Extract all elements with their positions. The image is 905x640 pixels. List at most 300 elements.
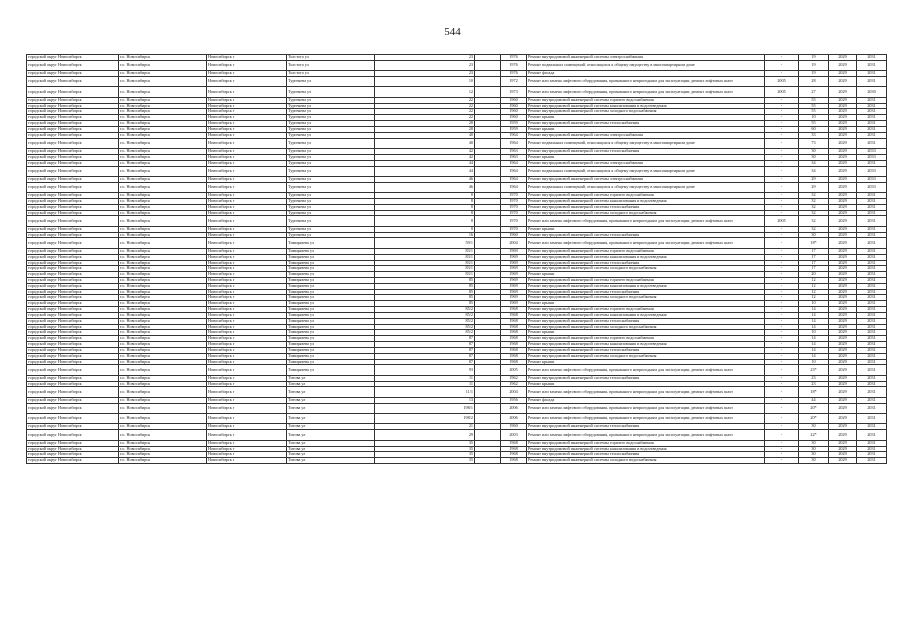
street-cell: Тимирязева ул	[287, 365, 375, 375]
end-year-cell: 2031	[857, 387, 887, 397]
municipality-cell: г.о. Новосибирск	[119, 387, 207, 397]
end-year-cell: 2031	[857, 307, 887, 313]
year-built-cell: 1963	[501, 154, 527, 160]
house-cell: 83/1	[375, 266, 475, 272]
lift-year-cell: -	[765, 403, 799, 413]
house-cell: 87	[375, 359, 475, 365]
street-cell: Тургенева ул	[287, 115, 375, 121]
year-built-cell: 1960	[501, 232, 527, 238]
start-year-cell: 2029	[829, 324, 857, 330]
okrug-cell: городской округ Новосибирск	[27, 342, 119, 348]
end-year-cell: 2031	[857, 365, 887, 375]
wear-cell: 14	[799, 318, 829, 324]
year-built-cell: 1969	[501, 301, 527, 307]
wear-cell: 28	[799, 77, 829, 87]
wear-cell: 44	[799, 397, 829, 403]
table-row	[27, 414, 887, 424]
okrug-cell: городской округ Новосибирск	[27, 103, 119, 109]
lift-year-cell: -	[765, 347, 799, 353]
city-cell: Новосибирск г	[207, 397, 287, 403]
city-cell: Новосибирск г	[207, 272, 287, 278]
year-built-cell: 1976	[501, 55, 527, 61]
year-built-cell: 1968	[501, 458, 527, 464]
end-year-cell: 2031	[857, 289, 887, 295]
city-cell: Новосибирск г	[207, 103, 287, 109]
lift-year-cell: -	[765, 440, 799, 446]
street-cell: Тимирязева ул	[287, 254, 375, 260]
house-cell: 85	[375, 289, 475, 295]
wear-cell: 17	[799, 266, 829, 272]
start-year-cell: 2029	[829, 283, 857, 289]
house-cell: 85	[375, 278, 475, 284]
municipality-cell: г.о. Новосибирск	[119, 375, 207, 381]
end-year-cell: 2031	[857, 452, 887, 458]
end-year-cell: 2031	[857, 318, 887, 324]
year-built-cell: 1968	[501, 324, 527, 330]
table-row	[27, 182, 887, 192]
city-cell: Новосибирск г	[207, 132, 287, 138]
end-year-cell: 2031	[857, 60, 887, 70]
city-cell: Новосибирск г	[207, 97, 287, 103]
end-year-cell: 2031	[857, 97, 887, 103]
house-cell: 85/2	[375, 312, 475, 318]
okrug-cell: городской округ Новосибирск	[27, 365, 119, 375]
wear-cell: 30	[799, 154, 829, 160]
lift-year-cell: -	[765, 446, 799, 452]
city-cell: Новосибирск г	[207, 330, 287, 336]
start-year-cell: 2029	[829, 160, 857, 166]
city-cell: Новосибирск г	[207, 324, 287, 330]
municipality-cell: г.о. Новосибирск	[119, 71, 207, 77]
city-cell: Новосибирск г	[207, 248, 287, 254]
wear-cell: 30	[799, 440, 829, 446]
end-year-cell: 2031	[857, 430, 887, 440]
okrug-cell: городской округ Новосибирск	[27, 381, 119, 387]
year-built-cell: 1976	[501, 71, 527, 77]
okrug-cell: городской округ Новосибирск	[27, 440, 119, 446]
work-type-cell: Ремонт крыши	[527, 381, 765, 387]
house-cell: 83/1	[375, 254, 475, 260]
wear-cell: 12	[799, 289, 829, 295]
end-year-cell: 2031	[857, 342, 887, 348]
municipality-cell: г.о. Новосибирск	[119, 149, 207, 155]
end-year-cell: 2031	[857, 403, 887, 413]
house-cell: 85	[375, 283, 475, 289]
city-cell: Новосибирск г	[207, 71, 287, 77]
start-year-cell: 2029	[829, 307, 857, 313]
city-cell: Новосибирск г	[207, 424, 287, 430]
street-cell: Титова ул	[287, 414, 375, 424]
start-year-cell: 2029	[829, 375, 857, 381]
work-type-cell: Ремонт внутридомовой инженерной системы электроснабжения	[527, 176, 765, 182]
work-type-cell: Ремонт или замена лифтового оборудования, признанного непригодным для эксплуатации, ремонт лифтовых шахт	[527, 238, 765, 248]
city-cell: Новосибирск г	[207, 365, 287, 375]
street-cell: Тургенева ул	[287, 87, 375, 97]
wear-cell: 33	[799, 132, 829, 138]
municipality-cell: г.о. Новосибирск	[119, 312, 207, 318]
street-cell: Тургенева ул	[287, 126, 375, 132]
lift-year-cell: -	[765, 55, 799, 61]
start-year-cell: 2029	[829, 55, 857, 61]
house-cell: 11/1	[375, 387, 475, 397]
work-type-cell: Ремонт крыши	[527, 115, 765, 121]
end-year-cell: 2031	[857, 278, 887, 284]
street-cell: Тургенева ул	[287, 154, 375, 160]
end-year-cell: 2031	[857, 115, 887, 121]
municipality-cell: г.о. Новосибирск	[119, 193, 207, 199]
end-year-cell: 2031	[857, 210, 887, 216]
okrug-cell: городской округ Новосибирск	[27, 347, 119, 353]
work-type-cell: Ремонт внутридомовой инженерной системы канализования и водоотведения	[527, 254, 765, 260]
wear-cell: 17	[799, 260, 829, 266]
city-cell: Новосибирск г	[207, 254, 287, 260]
wear-cell: 12	[799, 295, 829, 301]
lift-year-cell: -	[765, 198, 799, 204]
house-cell: 83/1	[375, 272, 475, 278]
year-built-cell: 1960	[501, 424, 527, 430]
street-cell: Тургенева ул	[287, 121, 375, 127]
corpus-cell	[475, 216, 501, 226]
city-cell: Новосибирск г	[207, 307, 287, 313]
okrug-cell: городской округ Новосибирск	[27, 87, 119, 97]
street-cell: Тимирязева ул	[287, 283, 375, 289]
house-cell: 23	[375, 71, 475, 77]
end-year-cell: 2030	[857, 87, 887, 97]
work-type-cell: Ремонт внутридомовой инженерной системы канализования и водоотведения	[527, 103, 765, 109]
start-year-cell: 2029	[829, 336, 857, 342]
municipality-cell: г.о. Новосибирск	[119, 440, 207, 446]
work-type-cell: Ремонт или замена лифтового оборудования, признанного непригодным для эксплуатации, ремонт лифтовых шахт	[527, 365, 765, 375]
city-cell: Новосибирск г	[207, 55, 287, 61]
start-year-cell: 2029	[829, 216, 857, 226]
corpus-cell	[475, 87, 501, 97]
city-cell: Новосибирск г	[207, 295, 287, 301]
city-cell: Новосибирск г	[207, 226, 287, 232]
city-cell: Новосибирск г	[207, 381, 287, 387]
end-year-cell: 2031	[857, 359, 887, 365]
street-cell: Тургенева ул	[287, 232, 375, 238]
lift-year-cell: -	[765, 154, 799, 160]
municipality-cell: г.о. Новосибирск	[119, 452, 207, 458]
municipality-cell: г.о. Новосибирск	[119, 115, 207, 121]
work-type-cell: Ремонт внутридомовой инженерной системы горячего водоснабжения	[527, 278, 765, 284]
year-built-cell: 1969	[501, 266, 527, 272]
table-row	[27, 238, 887, 248]
street-cell: Титова ул	[287, 403, 375, 413]
year-built-cell: 1963	[501, 149, 527, 155]
okrug-cell: городской округ Новосибирск	[27, 204, 119, 210]
year-built-cell: 1969	[501, 295, 527, 301]
house-cell: 21	[375, 424, 475, 430]
wear-cell: 14	[799, 307, 829, 313]
work-type-cell: Ремонт внутридомовой инженерной системы холодного водоснабжения	[527, 324, 765, 330]
work-type-cell: Ремонт внутридомовой инженерной системы холодного водоснабжения	[527, 266, 765, 272]
work-type-cell: Ремонт внутридомовой инженерной системы горячего водоснабжения	[527, 193, 765, 199]
work-type-cell: Ремонт внутридомовой инженерной системы теплоснабжения	[527, 318, 765, 324]
house-cell: 8	[375, 198, 475, 204]
year-built-cell: 2004	[501, 387, 527, 397]
end-year-cell: 2031	[857, 324, 887, 330]
end-year-cell: 2033	[857, 182, 887, 192]
work-type-cell: Ремонт крыши	[527, 126, 765, 132]
lift-year-cell: 2005	[765, 87, 799, 97]
table-row	[27, 458, 887, 464]
street-cell: Тургенева ул	[287, 149, 375, 155]
street-cell: Тургенева ул	[287, 216, 375, 226]
house-cell: 46	[375, 182, 475, 192]
okrug-cell: городской округ Новосибирск	[27, 149, 119, 155]
start-year-cell: 2029	[829, 387, 857, 397]
city-cell: Новосибирск г	[207, 232, 287, 238]
corpus-cell	[475, 414, 501, 424]
street-cell: Тургенева ул	[287, 182, 375, 192]
start-year-cell: 2029	[829, 260, 857, 266]
lift-year-cell: -	[765, 307, 799, 313]
end-year-cell: 2031	[857, 446, 887, 452]
house-cell: 8	[375, 226, 475, 232]
okrug-cell: городской округ Новосибирск	[27, 226, 119, 232]
okrug-cell: городской округ Новосибирск	[27, 353, 119, 359]
house-cell: 28	[375, 126, 475, 132]
city-cell: Новосибирск г	[207, 289, 287, 295]
corpus-cell	[475, 238, 501, 248]
okrug-cell: городской округ Новосибирск	[27, 109, 119, 115]
start-year-cell: 2029	[829, 60, 857, 70]
city-cell: Новосибирск г	[207, 347, 287, 353]
work-type-cell: Ремонт внутридомовой инженерной системы канализования и водоотведения	[527, 198, 765, 204]
wear-cell: 17	[799, 248, 829, 254]
city-cell: Новосибирск г	[207, 176, 287, 182]
corpus-cell	[475, 387, 501, 397]
city-cell: Новосибирск г	[207, 87, 287, 97]
year-built-cell: 1960	[501, 103, 527, 109]
street-cell: Тимирязева ул	[287, 289, 375, 295]
street-cell: Титова ул	[287, 375, 375, 381]
okrug-cell: городской округ Новосибирск	[27, 210, 119, 216]
okrug-cell: городской округ Новосибирск	[27, 301, 119, 307]
lift-year-cell: -	[765, 424, 799, 430]
work-type-cell: Ремонт или замена лифтового оборудования, признанного непригодным для эксплуатации, ремонт лифтовых шахт	[527, 77, 765, 87]
okrug-cell: городской округ Новосибирск	[27, 324, 119, 330]
year-built-cell: 1964	[501, 138, 527, 148]
house-cell: 42	[375, 154, 475, 160]
lift-year-cell: -	[765, 232, 799, 238]
house-cell: 85	[375, 295, 475, 301]
wear-cell: 32	[799, 198, 829, 204]
lift-year-cell: -	[765, 182, 799, 192]
start-year-cell: 2029	[829, 132, 857, 138]
okrug-cell: городской округ Новосибирск	[27, 266, 119, 272]
table-row	[27, 77, 887, 87]
municipality-cell: г.о. Новосибирск	[119, 204, 207, 210]
wear-cell: 10	[799, 115, 829, 121]
start-year-cell: 2029	[829, 353, 857, 359]
okrug-cell: городской округ Новосибирск	[27, 71, 119, 77]
municipality-cell: г.о. Новосибирск	[119, 446, 207, 452]
house-cell: 29	[375, 430, 475, 440]
wear-cell: 19	[799, 71, 829, 77]
house-cell: 22	[375, 115, 475, 121]
table-row	[27, 60, 887, 70]
year-built-cell: 1970	[501, 198, 527, 204]
city-cell: Новосибирск г	[207, 375, 287, 381]
wear-cell: 32	[799, 204, 829, 210]
municipality-cell: г.о. Новосибирск	[119, 238, 207, 248]
end-year-cell: 2031	[857, 193, 887, 199]
municipality-cell: г.о. Новосибирск	[119, 60, 207, 70]
year-built-cell: 1968	[501, 312, 527, 318]
lift-year-cell: -	[765, 126, 799, 132]
city-cell: Новосибирск г	[207, 452, 287, 458]
street-cell: Тимирязева ул	[287, 318, 375, 324]
municipality-cell: г.о. Новосибирск	[119, 424, 207, 430]
table-row	[27, 403, 887, 413]
start-year-cell: 2029	[829, 452, 857, 458]
work-type-cell: Ремонт внутридомовой инженерной системы горячего водоснабжения	[527, 307, 765, 313]
start-year-cell: 2029	[829, 254, 857, 260]
okrug-cell: городской округ Новосибирск	[27, 121, 119, 127]
wear-cell: 34	[799, 160, 829, 166]
year-built-cell: 1960	[501, 97, 527, 103]
end-year-cell: 2031	[857, 458, 887, 464]
lift-year-cell: -	[765, 103, 799, 109]
city-cell: Новосибирск г	[207, 301, 287, 307]
end-year-cell: 2033	[857, 154, 887, 160]
municipality-cell: г.о. Новосибирск	[119, 132, 207, 138]
table-row	[27, 216, 887, 226]
start-year-cell: 2029	[829, 414, 857, 424]
house-cell: 87	[375, 347, 475, 353]
corpus-cell	[475, 138, 501, 148]
start-year-cell: 2029	[829, 430, 857, 440]
municipality-cell: г.о. Новосибирск	[119, 347, 207, 353]
house-cell: 13	[375, 397, 475, 403]
municipality-cell: г.о. Новосибирск	[119, 121, 207, 127]
lift-year-cell: -	[765, 266, 799, 272]
wear-cell: 18*	[799, 387, 829, 397]
municipality-cell: г.о. Новосибирск	[119, 266, 207, 272]
okrug-cell: городской округ Новосибирск	[27, 446, 119, 452]
start-year-cell: 2029	[829, 210, 857, 216]
municipality-cell: г.о. Новосибирск	[119, 77, 207, 87]
table-body	[27, 55, 887, 464]
start-year-cell: 2029	[829, 318, 857, 324]
house-cell: 40	[375, 138, 475, 148]
street-cell: Толстого ул	[287, 55, 375, 61]
end-year-cell: 2031	[857, 295, 887, 301]
wear-cell: 10	[799, 330, 829, 336]
wear-cell: 19	[799, 60, 829, 70]
wear-cell: 32	[799, 226, 829, 232]
end-year-cell: 2031	[857, 55, 887, 61]
start-year-cell: 2029	[829, 166, 857, 176]
wear-cell: 60	[799, 126, 829, 132]
end-year-cell: 2031	[857, 232, 887, 238]
wear-cell: 20*	[799, 403, 829, 413]
start-year-cell: 2029	[829, 109, 857, 115]
start-year-cell: 2029	[829, 97, 857, 103]
wear-cell: 20*	[799, 414, 829, 424]
start-year-cell: 2029	[829, 248, 857, 254]
city-cell: Новосибирск г	[207, 359, 287, 365]
year-built-cell: 1970	[501, 226, 527, 232]
wear-cell: 10	[799, 359, 829, 365]
corpus-cell	[475, 403, 501, 413]
start-year-cell: 2029	[829, 272, 857, 278]
lift-year-cell: -	[765, 238, 799, 248]
city-cell: Новосибирск г	[207, 446, 287, 452]
start-year-cell: 2029	[829, 365, 857, 375]
start-year-cell: 2029	[829, 154, 857, 160]
lift-year-cell: -	[765, 109, 799, 115]
city-cell: Новосибирск г	[207, 193, 287, 199]
work-type-cell: Ремонт внутридомовой инженерной системы теплоснабжения	[527, 452, 765, 458]
house-cell: 8	[375, 216, 475, 226]
house-cell: 11	[375, 375, 475, 381]
end-year-cell: 2031	[857, 353, 887, 359]
year-built-cell: 2003	[501, 430, 527, 440]
work-type-cell: Ремонт внутридомовой инженерной системы теплоснабжения	[527, 260, 765, 266]
work-type-cell: Ремонт крыши	[527, 301, 765, 307]
okrug-cell: городской округ Новосибирск	[27, 166, 119, 176]
lift-year-cell: -	[765, 365, 799, 375]
city-cell: Новосибирск г	[207, 440, 287, 446]
year-built-cell: 1976	[501, 60, 527, 70]
city-cell: Новосибирск г	[207, 266, 287, 272]
year-built-cell: 1969	[501, 272, 527, 278]
okrug-cell: городской округ Новосибирск	[27, 232, 119, 238]
year-built-cell: 1959	[501, 121, 527, 127]
work-type-cell: Ремонт внутридомовой инженерной системы теплоснабжения	[527, 149, 765, 155]
start-year-cell: 2029	[829, 115, 857, 121]
street-cell: Титова ул	[287, 440, 375, 446]
work-type-cell: Ремонт внутридомовой инженерной системы теплоснабжения	[527, 204, 765, 210]
work-type-cell: Ремонт крыши	[527, 330, 765, 336]
work-type-cell: Ремонт крыши	[527, 272, 765, 278]
work-type-cell: Ремонт внутридомовой инженерной системы канализования и водоотведения	[527, 342, 765, 348]
house-cell: 35	[375, 440, 475, 446]
work-type-cell: Ремонт внутридомовой инженерной системы холодного водоснабжения	[527, 210, 765, 216]
year-built-cell: 1968	[501, 359, 527, 365]
start-year-cell: 2029	[829, 381, 857, 387]
lift-year-cell: -	[765, 359, 799, 365]
municipality-cell: г.о. Новосибирск	[119, 166, 207, 176]
wear-cell: 20	[799, 272, 829, 278]
start-year-cell: 2029	[829, 266, 857, 272]
start-year-cell: 2029	[829, 198, 857, 204]
municipality-cell: г.о. Новосибирск	[119, 307, 207, 313]
municipality-cell: г.о. Новосибирск	[119, 160, 207, 166]
lift-year-cell: -	[765, 295, 799, 301]
work-type-cell: Ремонт или замена лифтового оборудования, признанного непригодным для эксплуатации, ремонт лифтовых шахт	[527, 87, 765, 97]
lift-year-cell: -	[765, 312, 799, 318]
wear-cell: 23	[799, 375, 829, 381]
wear-cell: 14	[799, 324, 829, 330]
corpus-cell	[475, 60, 501, 70]
lift-year-cell: -	[765, 330, 799, 336]
start-year-cell: 2029	[829, 342, 857, 348]
wear-cell: 17	[799, 254, 829, 260]
municipality-cell: г.о. Новосибирск	[119, 336, 207, 342]
work-type-cell: Ремонт фасада	[527, 397, 765, 403]
street-cell: Титова ул	[287, 381, 375, 387]
end-year-cell: 2031	[857, 132, 887, 138]
street-cell: Титова ул	[287, 446, 375, 452]
municipality-cell: г.о. Новосибирск	[119, 301, 207, 307]
okrug-cell: городской округ Новосибирск	[27, 77, 119, 87]
start-year-cell: 2029	[829, 301, 857, 307]
street-cell: Тургенева ул	[287, 160, 375, 166]
